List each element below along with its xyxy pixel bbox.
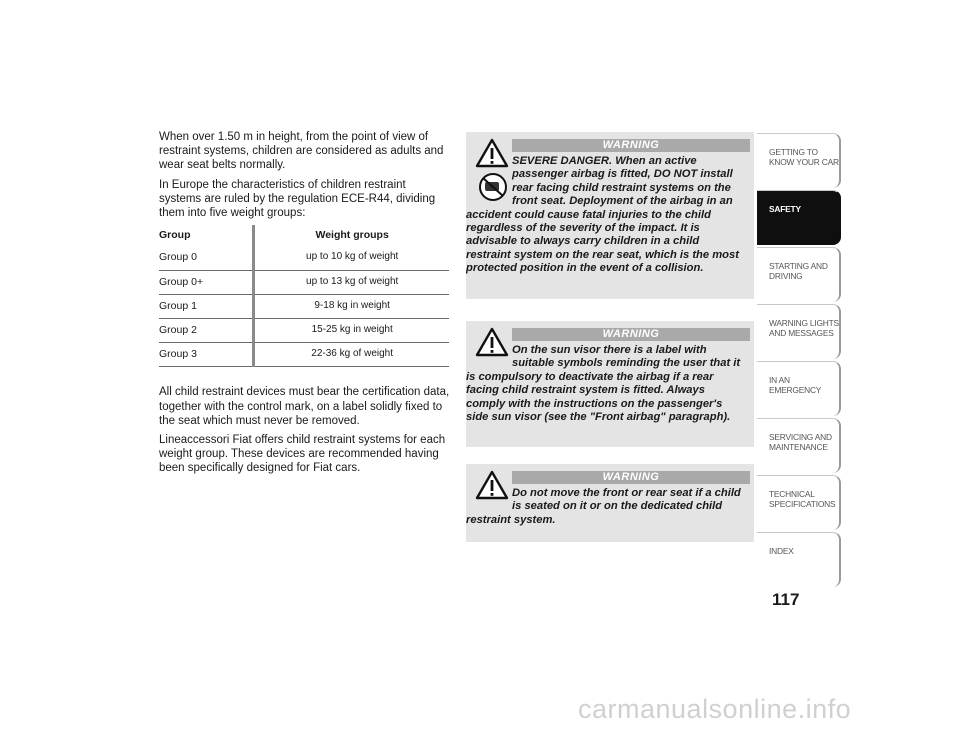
column-header-weight: Weight groups — [254, 225, 449, 246]
table-row — [159, 319, 449, 343]
warning-title: WARNING — [512, 328, 750, 341]
warning-text: Do not move the front or rear seat if a child is seated on it or on the dedicated child restraint system. — [466, 487, 741, 526]
table-cell-group: Group 0+ — [159, 270, 254, 294]
tab-warning-lights[interactable]: WARNING LIGHTS AND MESSAGES — [757, 304, 841, 359]
warning-triangle-icon — [475, 138, 509, 168]
warning-text: On the sun visor there is a label with suitable symbols reminding the user that it is compulsory to deactivate the airbag if a rear facing child restraint system is fitted. Always comply with the instructions on the passenger's side sun visor (see the "Front airbag" paragraph). — [466, 344, 741, 424]
tab-servicing[interactable]: SERVICING AND MAINTENANCE — [757, 418, 841, 473]
table-cell-group: Group 1 — [159, 294, 254, 318]
table-cell-group: Group 3 — [159, 343, 254, 367]
body-text-column — [159, 130, 451, 481]
tab-getting-to-know[interactable]: GETTING TO KNOW YOUR CAR — [757, 133, 841, 188]
warning-triangle-icon — [475, 470, 509, 500]
warning-title: WARNING — [512, 139, 750, 152]
warning-box-airbag — [466, 132, 754, 299]
tab-starting-driving[interactable]: STARTING AND DRIVING — [757, 247, 841, 302]
paragraph: When over 1.50 m in height, from the point of view of restraint systems, children are considered as adults and wear seat belts normally. — [159, 131, 444, 172]
paragraph: All child restraint devices must bear the certification data, together with the control mark, on a label solidly fixed to the seat which must never be removed. — [159, 386, 450, 427]
chapter-tabs — [757, 133, 841, 589]
table-cell-group: Group 2 — [159, 319, 254, 343]
table-cell-weight: 15-25 kg in weight — [254, 319, 449, 343]
table-header-row — [159, 225, 449, 246]
paragraph: Lineaccessori Fiat offers child restraint systems for each weight group. These devices are recommended having been specifically designed for Fiat cars. — [159, 434, 446, 475]
table-cell-group: Group 0 — [159, 246, 254, 270]
warning-text: SEVERE DANGER. When an active passenger airbag is fitted, DO NOT install rear facing child restraint systems on the front seat. Deployment of the airbag in an accident could cause fatal injuries to the child regardless of the severity of the impact. It is advisable to always carry children in a child restraint system on the rear seat, which is the most protected position in the event of a collision. — [466, 155, 739, 275]
no-rear-facing-child-seat-icon — [476, 172, 510, 202]
warning-box-seat — [466, 464, 754, 542]
paragraph: In Europe the characteristics of children restraint systems are ruled by the regulation ECE-R44, dividing them into five weight groups: — [159, 178, 436, 220]
weight-groups-table — [159, 225, 449, 367]
table-row — [159, 343, 449, 367]
page-number: 117 — [772, 590, 800, 609]
table-cell-weight: 9-18 kg in weight — [254, 294, 449, 318]
table-cell-weight: up to 13 kg of weight — [254, 270, 449, 294]
table-cell-weight: up to 10 kg of weight — [254, 246, 449, 270]
table-row — [159, 246, 449, 270]
table-cell-weight: 22-36 kg of weight — [254, 343, 449, 367]
warning-triangle-icon — [475, 327, 509, 357]
tab-emergency[interactable]: IN AN EMERGENCY — [757, 361, 841, 416]
tab-index[interactable]: INDEX — [757, 532, 841, 587]
column-header-group: Group — [159, 229, 191, 242]
table-row — [159, 270, 449, 294]
tab-safety[interactable]: SAFETY — [757, 190, 841, 245]
warning-title: WARNING — [512, 471, 750, 484]
warning-box-sun-visor — [466, 321, 754, 447]
watermark-text: carmanualsonline.info — [578, 694, 852, 724]
tab-technical[interactable]: TECHNICAL SPECIFICATIONS — [757, 475, 841, 530]
table-row — [159, 294, 449, 318]
